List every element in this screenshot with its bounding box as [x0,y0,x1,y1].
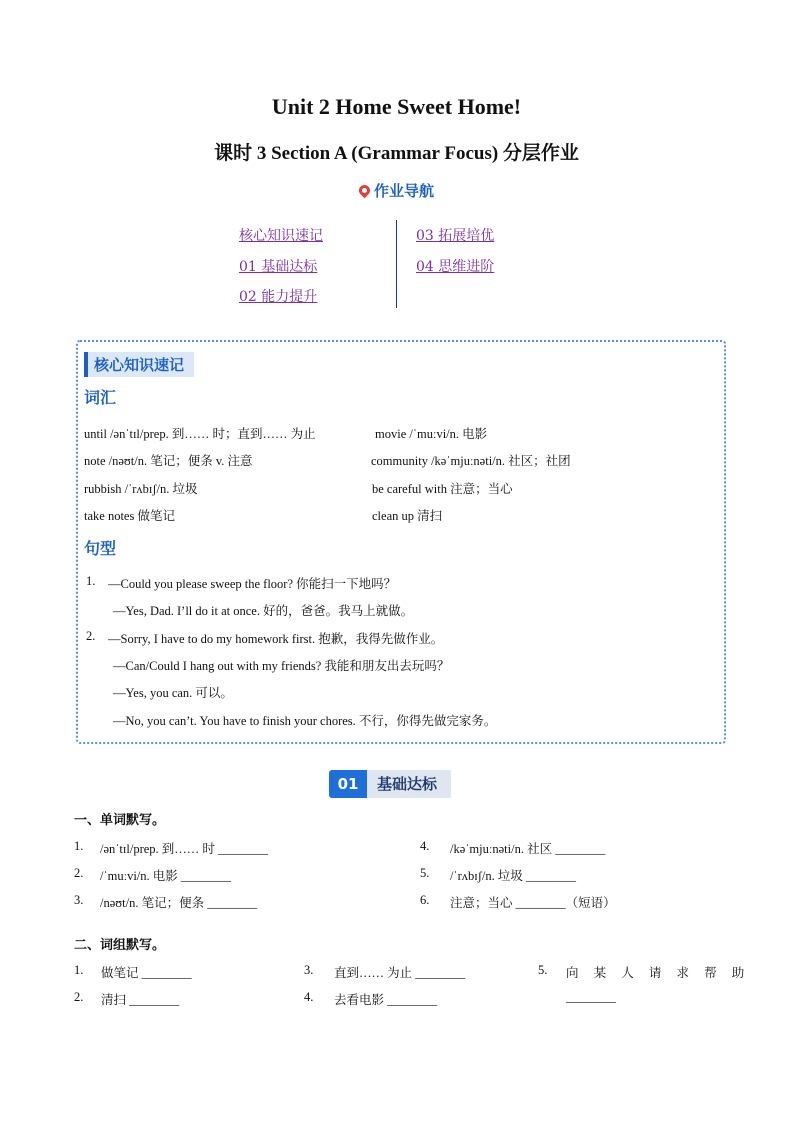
dictation-item: 去看电影 ________ [334,993,438,1007]
nav-link-04[interactable]: 04 思维进阶 [416,259,495,275]
dictation-item: /kəˈmjuːnəti/n. 社区 ________ [450,842,606,856]
nav-link-03[interactable]: 03 拓展培优 [416,228,495,244]
dictation-item: 向 某 人 请 求 帮 助 [566,966,751,980]
dictation-item: /ˈmuːvi/n. 电影 ________ [100,869,231,883]
sentence-line: —Could you please sweep the floor? 你能扫一下地吗？ [108,577,397,591]
item-number: 5. [538,963,548,977]
dictation-item-continued: ________ [566,990,616,1004]
nav-link-core[interactable]: 核心知识速记 [239,228,323,244]
vocab-item: rubbish /ˈrʌbɪʃ/n. 垃圾 [84,482,198,496]
page-title: Unit 2 Home Sweet Home! [271,94,522,119]
item-number: 3. [304,963,314,977]
sentence-line: —No, you can’t. You have to finish your chores. 不行，你得先做完家务。 [113,714,497,728]
nav-link-01[interactable]: 01 基础达标 [239,259,318,275]
sentence-number: 1. [86,574,96,588]
vocab-item: movie /ˈmuːvi/n. 电影 [375,427,488,441]
sentence-line: —Sorry, I have to do my homework first. 抱歉，我得先做作业。 [108,632,444,646]
nav-heading-label: 作业导航 [373,182,434,200]
dictation-item: /ənˈtɪl/prep. 到…… 时 ________ [100,842,269,856]
vocab-item: take notes 做笔记 [84,509,175,523]
sentence-line: —Yes, you can. 可以。 [113,686,233,700]
item-number: 5. [420,866,430,880]
dictation-item: 清扫 ________ [101,993,180,1007]
vocab-item: be careful with 注意；当心 [372,482,513,496]
item-number: 1. [74,839,84,853]
item-number: 2. [74,866,84,880]
sentence-heading: 句型 [84,539,117,558]
part2-heading: 二、词组默写。 [74,938,166,953]
item-number: 6. [420,893,430,907]
part1-heading: 一、单词默写。 [74,813,166,828]
sentence-line: —Yes, Dad. I’ll do it at once. 好的，爸爸。我马上就做。 [113,604,414,618]
vocab-item: note /nəʊt/n. 笔记；便条 v. 注意 [84,454,253,468]
nav-heading [0,180,793,201]
core-knowledge-heading: 核心知识速记 [84,352,194,377]
item-number: 3. [74,893,84,907]
item-number: 2. [74,990,84,1004]
dictation-item: /nəʊt/n. 笔记；便条 ________ [100,896,258,910]
page-subtitle: 课时 3 Section A (Grammar Focus) 分层作业 [214,143,579,164]
sentence-number: 2. [86,629,96,643]
section-number: 01 [329,770,367,798]
dictation-item: 直到…… 为止 ________ [334,966,466,980]
sentence-line: —Can/Could I hang out with my friends? 我能和朋友出去玩吗？ [113,659,450,673]
item-number: 4. [304,990,314,1004]
vocab-item: until /ənˈtɪl/prep. 到…… 时；直到…… 为止 [84,427,316,441]
vocab-item: community /kəˈmjuːnəti/n. 社区；社团 [371,454,571,468]
dictation-item: /ˈrʌbɪʃ/n. 垃圾 ________ [450,869,577,883]
vocab-heading: 词汇 [84,388,117,407]
dictation-item: 注意；当心 ________（短语） [450,896,616,910]
section-01-badge [329,770,451,798]
location-pin-icon [357,183,373,199]
nav-divider [396,220,397,308]
item-number: 4. [420,839,430,853]
item-number: 1. [74,963,84,977]
vocab-item: clean up 清扫 [372,509,443,523]
dictation-item: 做笔记 ________ [101,966,192,980]
nav-link-02[interactable]: 02 能力提升 [239,289,318,305]
section-label: 基础达标 [367,770,451,798]
